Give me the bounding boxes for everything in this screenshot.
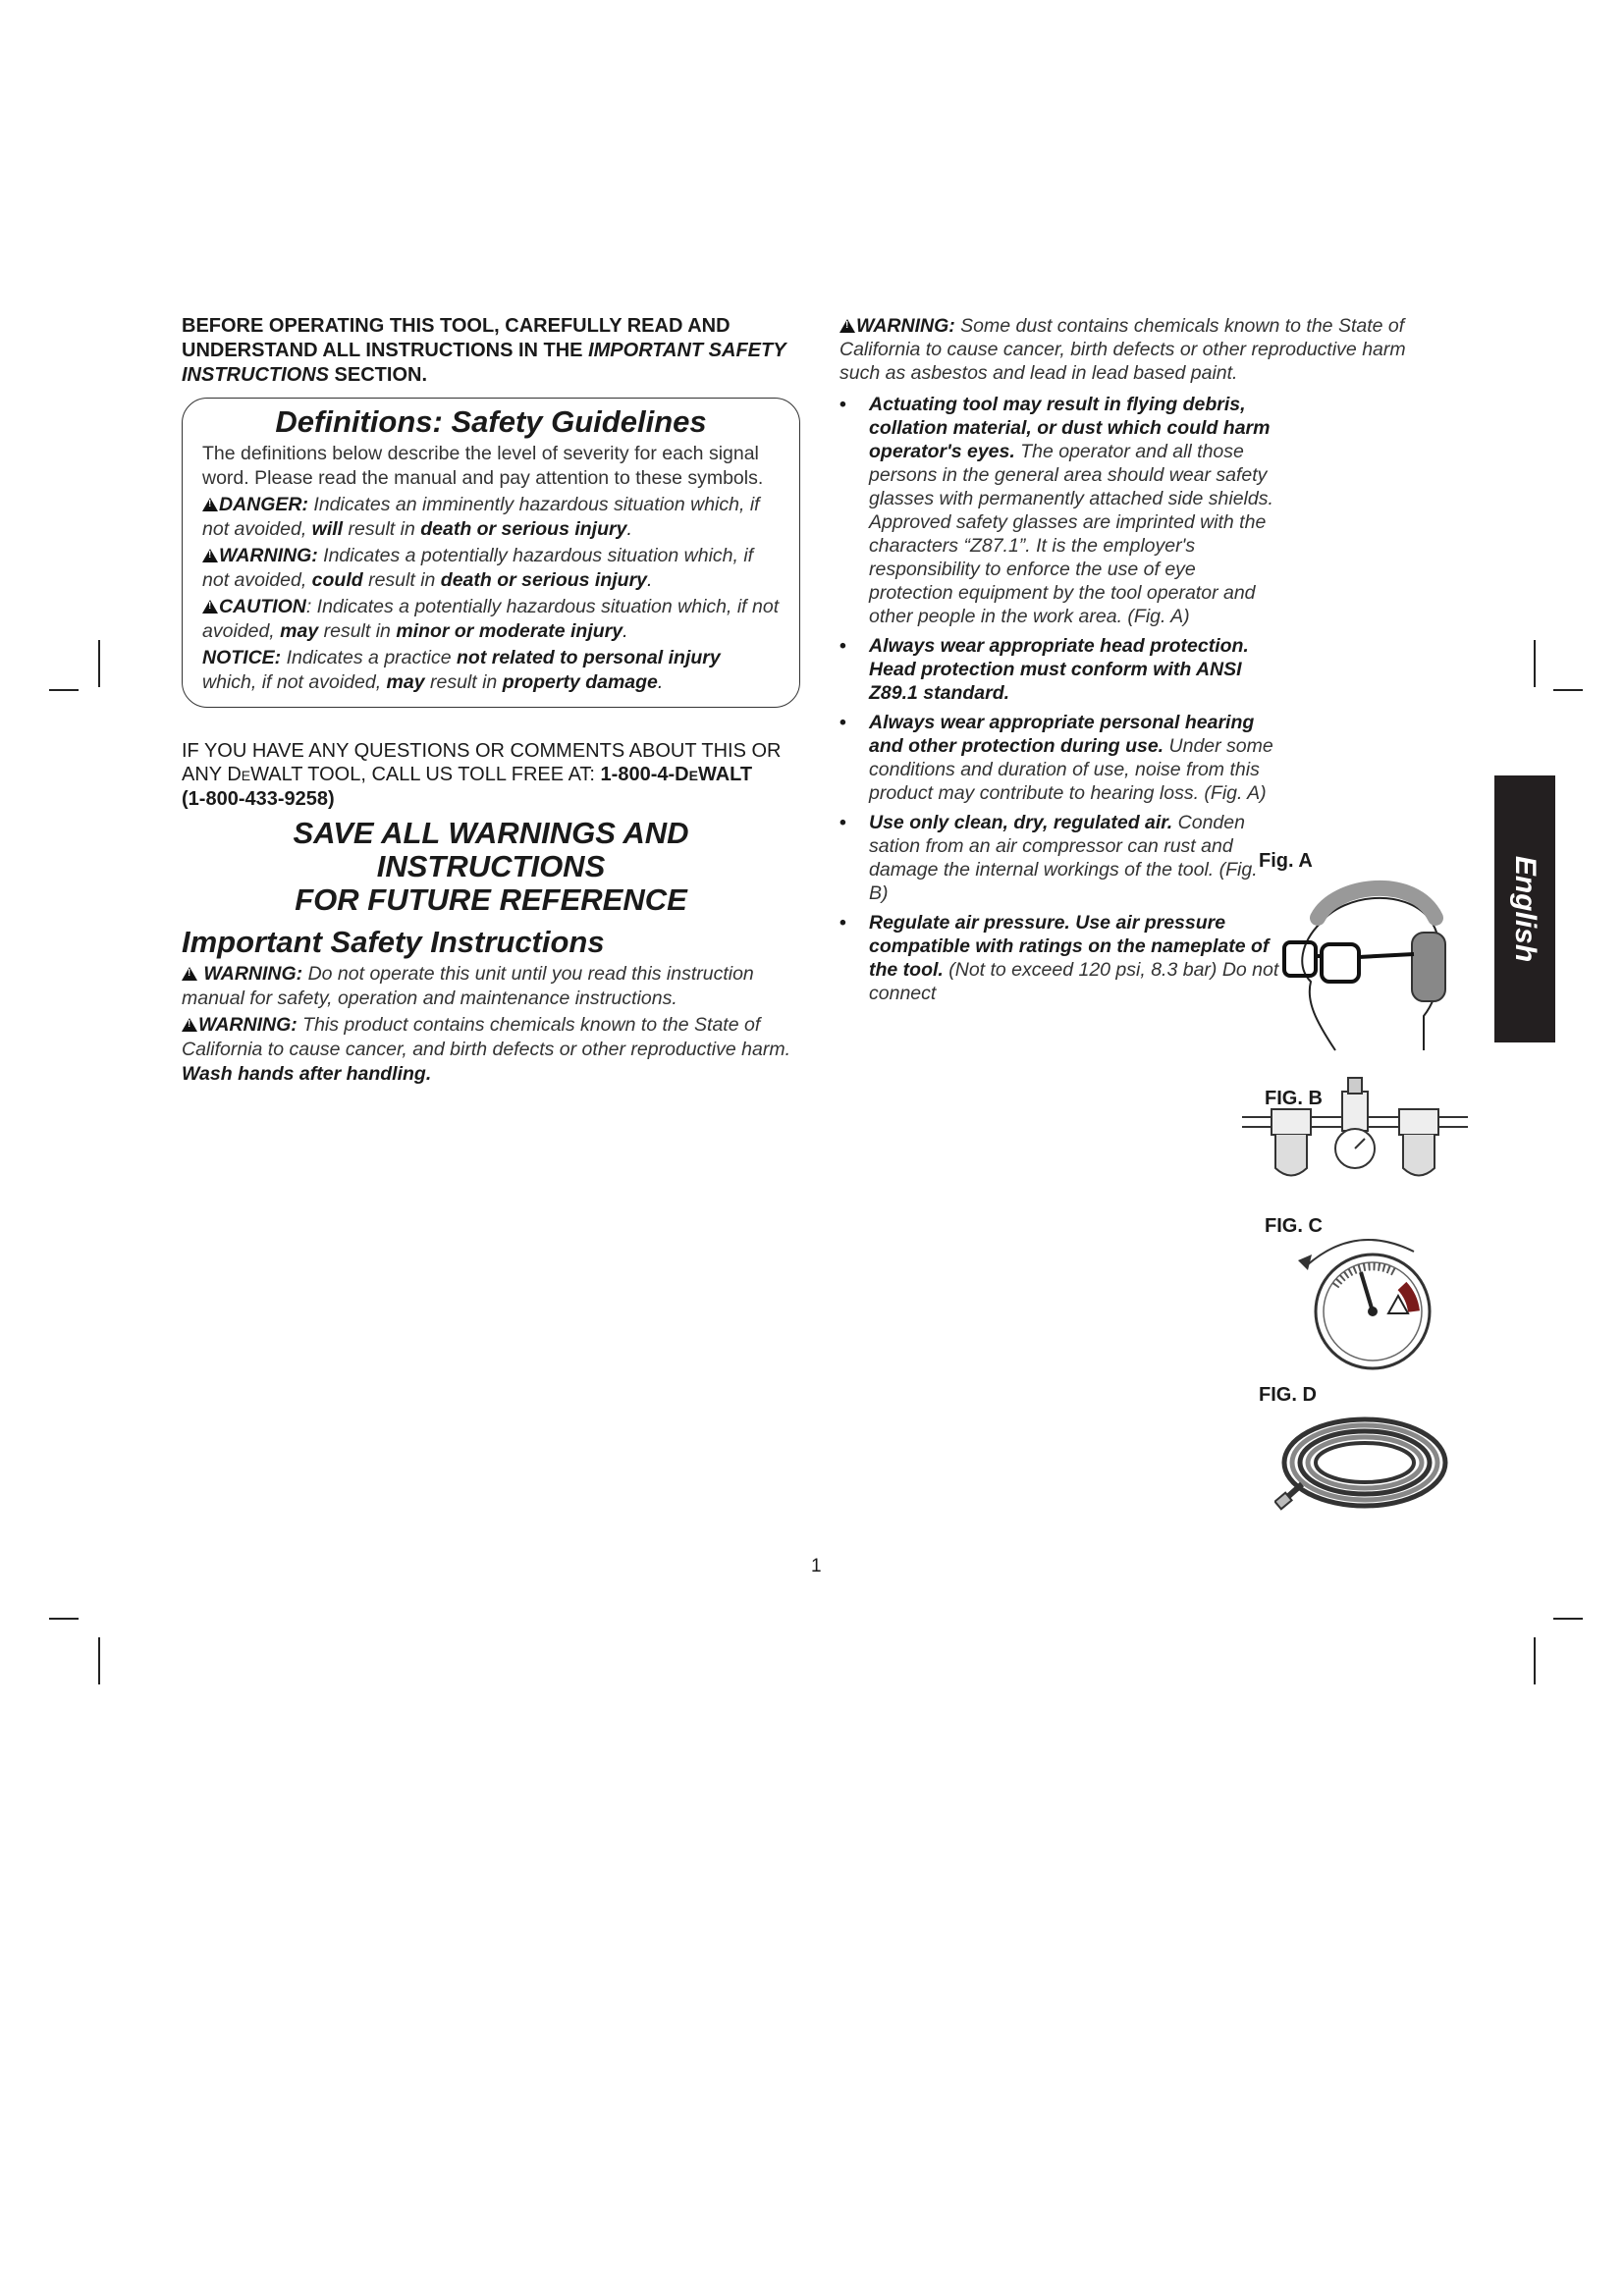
bullet-bold: Always wear appropriate personal hearing and other protection during use. bbox=[869, 712, 1255, 757]
def-text: result in bbox=[318, 620, 397, 642]
crop-mark bbox=[1553, 689, 1583, 691]
fig-b-label: FIG. B bbox=[1265, 1088, 1323, 1109]
save-line-2: FOR FUTURE REFERENCE bbox=[295, 882, 687, 917]
crop-mark bbox=[98, 1637, 100, 1684]
def-text: . bbox=[647, 569, 653, 591]
warning-triangle-icon bbox=[202, 600, 218, 614]
notice-definition bbox=[202, 646, 780, 695]
crop-mark bbox=[1553, 1618, 1583, 1620]
definitions-box bbox=[182, 398, 800, 708]
crop-mark bbox=[49, 1618, 79, 1620]
brand-small-letter: E bbox=[688, 768, 698, 783]
fig-c-pressure-gauge-illustration bbox=[1286, 1227, 1453, 1374]
fig-d-label: FIG. D bbox=[1259, 1384, 1317, 1406]
warning-emphasis: Wash hands after handling. bbox=[182, 1063, 432, 1085]
danger-definition bbox=[202, 493, 780, 542]
fig-a-label: Fig. A bbox=[1259, 850, 1313, 872]
fig-c-label: FIG. C bbox=[1265, 1215, 1323, 1237]
crop-mark bbox=[1534, 640, 1536, 687]
def-emphasis: minor or moderate injury bbox=[396, 620, 623, 642]
save-line-1: SAVE ALL WARNINGS AND INSTRUCTIONS bbox=[293, 816, 689, 883]
intro-heading bbox=[182, 314, 800, 388]
def-text: . bbox=[657, 671, 664, 693]
phone-number-alt: (1-800-433-9258) bbox=[182, 788, 335, 810]
intro-text: BEFORE OPERATING THIS TOOL, CAREFULLY READ AND UNDERSTAND ALL INSTRUCTIONS IN THE bbox=[182, 315, 731, 361]
bullet-bold: Actuating tool may result in flying debris, collation material, or dust which could harm operator's eyes. bbox=[869, 394, 1271, 462]
fig-b-air-regulator-illustration bbox=[1242, 1070, 1468, 1188]
crop-mark bbox=[1534, 1637, 1536, 1684]
signal-word: CAUTION bbox=[219, 596, 306, 617]
intro-emphasis: IMPORTANT SAFETY INSTRUCTIONS bbox=[182, 340, 786, 386]
warning-dust bbox=[839, 314, 1448, 385]
def-emphasis: death or serious injury bbox=[440, 569, 648, 591]
warning-triangle-icon bbox=[202, 498, 218, 511]
fig-a-safety-glasses-illustration bbox=[1276, 864, 1463, 1060]
warning-text: Do not operate this unit until you read this instruction manual for safety, operation and maintenance instructions. bbox=[182, 963, 754, 1009]
bullet-text: Conden sation from an air compressor can rust and damage the internal workings of the tool. (Fig. B) bbox=[869, 812, 1258, 904]
phone-number-end: WALT bbox=[697, 764, 753, 785]
bullet-text: Under some conditions and duration of use, noise from this product may contribute to hearing loss. (Fig. A) bbox=[869, 735, 1273, 804]
def-emphasis: property damage bbox=[502, 671, 658, 693]
caution-definition bbox=[202, 595, 780, 644]
bullet-text: The operator and all those persons in the general area should wear safety glasses with permanently attached side shields. Approved safety glasses are imprinted with the characters “Z87.1”. It is the employer's responsibility to enforce the use of eye protection equipment by the tool operator and other people in the work area. (Fig. A) bbox=[869, 441, 1273, 627]
save-instructions-heading bbox=[182, 817, 800, 917]
signal-word: WARNING: bbox=[203, 963, 303, 985]
language-tab-label: English bbox=[1509, 855, 1542, 963]
def-emphasis: death or serious injury bbox=[420, 518, 627, 540]
def-text: . bbox=[623, 620, 628, 642]
crop-mark bbox=[98, 640, 100, 687]
crop-mark bbox=[49, 689, 79, 691]
contact-text: IF YOU HAVE ANY QUESTIONS OR COMMENTS ABOUT THIS OR ANY D bbox=[182, 740, 782, 785]
warning-triangle-icon bbox=[182, 967, 197, 981]
warning-chemicals bbox=[182, 1013, 800, 1087]
contact-info bbox=[182, 739, 800, 811]
bullet-hearing-protection bbox=[839, 711, 1281, 805]
signal-word: DANGER: bbox=[219, 494, 308, 515]
bullet-dot: • bbox=[839, 712, 846, 733]
warning-text: Some dust contains chemicals known to the State of California to cause cancer, birth defects or other reproductive harm such as asbestos and lead in lead based paint. bbox=[839, 315, 1406, 384]
def-emphasis: not related to personal injury bbox=[457, 647, 721, 668]
def-text: result in bbox=[343, 518, 421, 540]
bullet-dot: • bbox=[839, 635, 846, 657]
bullet-clean-air bbox=[839, 811, 1281, 905]
def-text: result in bbox=[362, 569, 441, 591]
def-text: result in bbox=[424, 671, 503, 693]
def-text: Indicates an imminently hazardous situation which, if not avoided, bbox=[202, 494, 760, 540]
signal-word: WARNING: bbox=[856, 315, 955, 337]
def-text: Indicates a potentially hazardous situation which, if not avoided, bbox=[202, 545, 754, 591]
def-text: : Indicates a potentially hazardous situation which, if not avoided, bbox=[202, 596, 780, 642]
definitions-intro: The definitions below describe the level of severity for each signal word. Please read the manual and pay attention to these symbols. bbox=[202, 443, 764, 489]
signal-word: WARNING: bbox=[219, 545, 318, 566]
bullet-head-protection bbox=[839, 634, 1281, 705]
signal-word: NOTICE: bbox=[202, 647, 282, 668]
warning-definition bbox=[202, 544, 780, 593]
phone-number: 1-800-4-D bbox=[600, 764, 689, 785]
def-text: which, if not avoided, bbox=[202, 671, 387, 693]
warning-triangle-icon bbox=[202, 549, 218, 562]
def-emphasis: will bbox=[311, 518, 344, 540]
bullet-regulate-pressure bbox=[839, 911, 1281, 1005]
warning-text: This product contains chemicals known to the State of California to cause cancer, and birth defects or other reproductive harm. bbox=[182, 1014, 790, 1060]
def-emphasis: could bbox=[311, 569, 363, 591]
def-text: . bbox=[626, 518, 632, 540]
def-text: Indicates a practice bbox=[281, 647, 458, 668]
bullet-dot: • bbox=[839, 812, 846, 833]
signal-word: WARNING: bbox=[198, 1014, 298, 1036]
contact-text: WALT TOOL, CALL US TOLL FREE AT: bbox=[250, 764, 601, 785]
bullet-eye-protection bbox=[839, 393, 1281, 628]
bullet-bold: Always wear appropriate head protection. Head protection must conform with ANSI Z89.1 standard. bbox=[869, 635, 1249, 704]
def-emphasis: may bbox=[280, 620, 319, 642]
brand-small-letter: E bbox=[241, 768, 251, 783]
left-column bbox=[182, 314, 800, 1087]
definitions-title: Definitions: Safety Guidelines bbox=[275, 404, 707, 439]
warning-triangle-icon bbox=[182, 1018, 197, 1032]
fig-d-air-hose-illustration bbox=[1274, 1404, 1451, 1522]
def-emphasis: may bbox=[386, 671, 425, 693]
bullet-dot: • bbox=[839, 912, 846, 934]
page-number: 1 bbox=[811, 1556, 822, 1576]
bullet-bold: Use only clean, dry, regulated air. bbox=[869, 812, 1173, 833]
intro-text-end: SECTION. bbox=[329, 364, 428, 386]
warning-triangle-icon bbox=[839, 319, 855, 333]
bullet-dot: • bbox=[839, 394, 846, 415]
important-safety-title: Important Safety Instructions bbox=[182, 925, 605, 959]
warning-read-manual bbox=[182, 962, 800, 1011]
bullet-bold: Regulate air pressure. Use air pressure compatible with ratings on the nameplate of the tool. bbox=[869, 912, 1270, 981]
language-side-tab bbox=[1494, 775, 1555, 1042]
bullet-text: (Not to exceed 120 psi, 8.3 bar) Do not connect bbox=[869, 959, 1279, 1004]
